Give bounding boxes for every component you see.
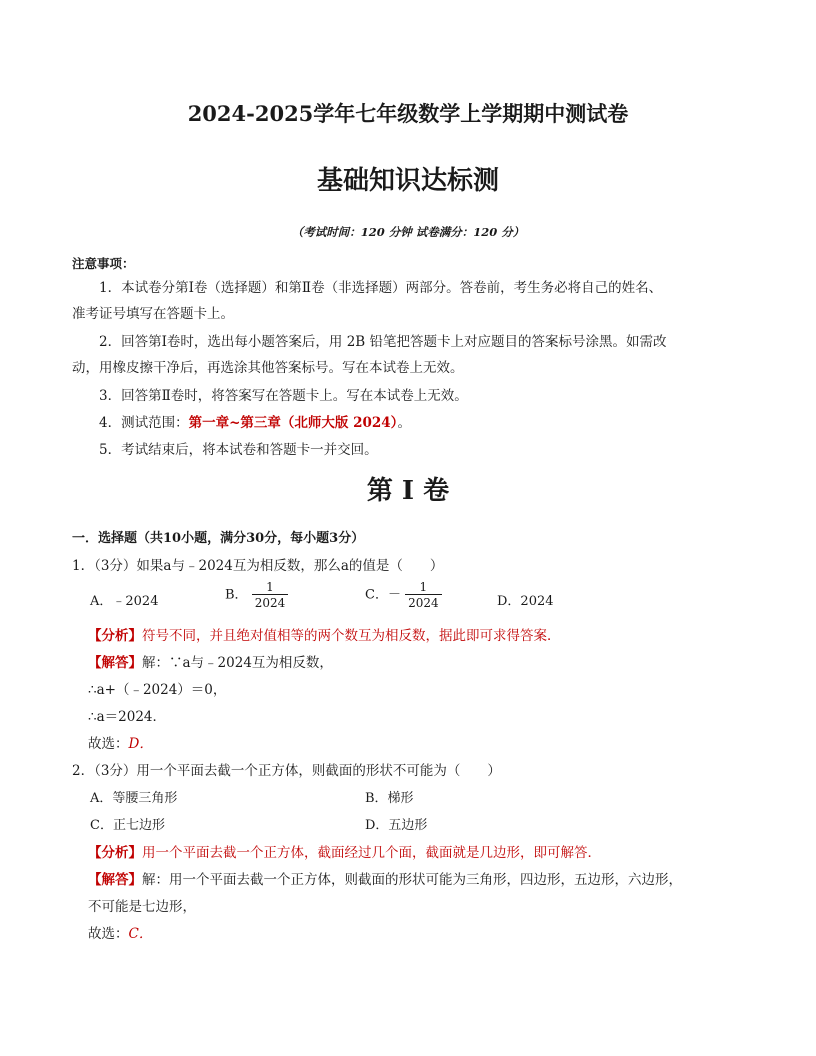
q1-analysis: [88, 624, 561, 644]
exam-info: （考试时间：120 分钟 试卷满分：120 分）: [291, 225, 525, 239]
q1-stem: 1．（3分）如果a与﹣2024互为相反数，那么a的值是（ ）: [72, 558, 444, 574]
q2-answer-letter: C．: [128, 926, 153, 942]
note-4-scope: 第一章~第三章（北师大版 2024）: [188, 415, 398, 431]
q1-solution-line1: [88, 651, 333, 671]
q1-solution-line2: ∴a+（﹣2024）＝0，: [88, 682, 227, 698]
q1-answer-prefix: 故选：: [88, 736, 129, 752]
exam-title: 2024-2025学年七年级数学上学期期中测试卷: [187, 101, 629, 126]
q1-option-b-den: 2024: [252, 594, 289, 610]
note-4-prefix: 4．测试范围：: [99, 415, 189, 431]
note-4: [72, 410, 411, 436]
q2-solution-text-1: 解：用一个平面去截一个正方体，则截面的形状可能为三角形，四边形，五边形，六边形，: [142, 872, 682, 888]
q1-option-c-prefix: C．－: [365, 587, 401, 603]
q1-option-a: A．﹣2024: [90, 594, 159, 609]
q1-solution-line3: ∴a＝2024．: [88, 709, 166, 725]
q2-solution-tag: 【解答】: [88, 872, 142, 888]
q2-option-c: C．正七边形: [90, 818, 165, 833]
q1-option-d: D．2024: [497, 594, 554, 609]
q2-solution-line1: [88, 868, 682, 888]
exam-subtitle: 基础知识达标测: [316, 166, 499, 196]
note-5: 5．考试结束后，将本试卷和答题卡一并交回。: [99, 442, 378, 458]
q1-option-c-den: 2024: [405, 594, 442, 610]
q1-analysis-tag: 【分析】: [88, 628, 142, 644]
q2-stem: 2．（3分）用一个平面去截一个正方体，则截面的形状不可能为（ ）: [72, 763, 501, 779]
q1-option-c-fraction: [405, 580, 442, 610]
note-1-line1: 1．本试卷分第Ⅰ卷（选择题）和第Ⅱ卷（非选择题）两部分。答卷前，考生务必将自己的姓名、: [99, 280, 663, 296]
q1-option-c: [365, 580, 442, 610]
section-heading: 一．选择题（共10小题，满分30分，每小题3分）: [72, 531, 365, 546]
q1-option-b: [225, 580, 288, 610]
q2-analysis-tag: 【分析】: [88, 845, 142, 861]
note-4-suffix: 。: [397, 415, 411, 431]
q2-analysis-text: 用一个平面去截一个正方体，截面经过几个面，截面就是几边形，即可解答．: [142, 845, 601, 861]
note-2-line1: 2．回答第Ⅰ卷时，选出每小题答案后，用 2B 铅笔把答题卡上对应题目的答案标号涂黑。如需改: [99, 334, 667, 350]
note-2-line2: 动，用橡皮擦干净后，再选涂其他答案标号。写在本试卷上无效。: [72, 360, 464, 376]
notes-heading: 注意事项：: [72, 256, 135, 271]
q2-analysis: [88, 841, 601, 861]
q2-answer: [88, 922, 152, 942]
q1-answer: [88, 732, 153, 752]
q2-option-b: B．梯形: [365, 791, 414, 806]
q1-solution-text-1: 解：∵a与﹣2024互为相反数，: [142, 655, 333, 671]
q1-analysis-text: 符号不同，并且绝对值相等的两个数互为相反数，据此即可求得答案．: [142, 628, 561, 644]
q1-solution-tag: 【解答】: [88, 655, 142, 671]
volume-title: 第 I 卷: [366, 476, 450, 506]
note-1-line2: 准考证号填写在答题卡上。: [72, 306, 234, 322]
q1-option-c-num: 1: [419, 580, 428, 594]
q2-solution-line2: 不可能是七边形，: [88, 899, 196, 915]
q2-option-d: D．五边形: [365, 818, 428, 833]
q1-option-b-prefix: B．: [225, 587, 248, 603]
note-2: [72, 329, 667, 381]
q2-option-a: A．等腰三角形: [90, 791, 178, 806]
note-1: [72, 275, 662, 327]
q1-option-b-num: 1: [266, 580, 274, 594]
q1-answer-letter: D．: [128, 736, 153, 752]
q2-answer-prefix: 故选：: [88, 926, 129, 942]
q1-option-b-fraction: [252, 580, 289, 610]
note-3: 3．回答第Ⅱ卷时，将答案写在答题卡上。写在本试卷上无效。: [99, 388, 468, 404]
